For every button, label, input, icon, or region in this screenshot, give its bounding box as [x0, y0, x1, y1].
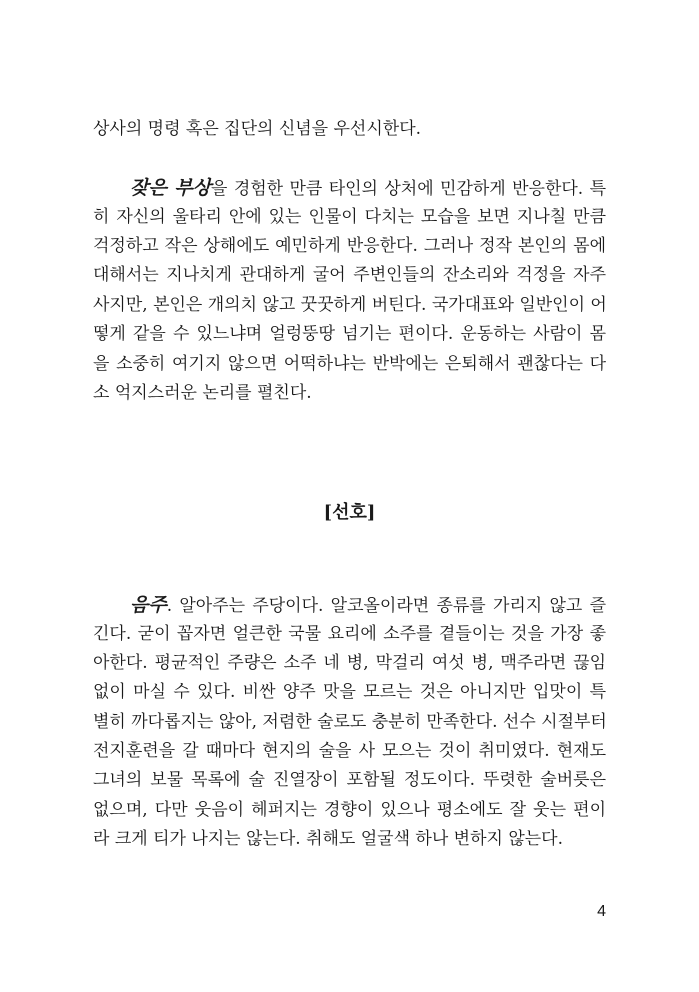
paragraph-3-line-3: 아한다. 평균적인 주량은 소주 네 병, 막걸리 여섯 병, 맥주라면 끊임	[93, 653, 606, 673]
paragraph-2-line-1	[130, 177, 606, 200]
paragraph-3-line-8: 없으며, 다만 웃음이 헤퍼지는 경향이 있으나 평소에도 잘 웃는 편이	[93, 800, 606, 820]
paragraph-2-line-8: 소 억지스러운 논리를 펼친다.	[93, 383, 312, 403]
paragraph-2-line-3: 걱정하고 작은 상해에도 예민하게 반응한다. 그러나 정작 본인의 몸에	[93, 236, 606, 256]
paragraph-3-line-7: 그녀의 보물 목록에 술 진열장이 포함될 정도이다. 뚜렷한 술버릇은	[93, 770, 606, 790]
paragraph-3-lead: 음주	[130, 594, 167, 616]
paragraph-3-line-2: 긴다. 굳이 꼽자면 얼큰한 국물 요리에 소주를 곁들이는 것을 가장 좋	[93, 624, 606, 644]
paragraph-3-line-1-text: . 알아주는 주당이다. 알코올이라면 종류를 가리지 않고 즐	[166, 596, 606, 616]
paragraph-3-line-9: 라 크게 티가 나지는 않는다. 취해도 얼굴색 하나 변하지 않는다.	[93, 829, 563, 849]
paragraph-3-line-5: 별히 까다롭지는 않아, 저렴한 술로도 충분히 만족한다. 선수 시절부터	[93, 712, 607, 732]
paragraph-3-line-1	[130, 594, 606, 617]
paragraph-3-line-6: 전지훈련을 갈 때마다 현지의 술을 사 모으는 것이 취미였다. 현재도	[93, 741, 606, 761]
page-number: 4	[597, 903, 606, 920]
paragraph-3-line-4: 없이 마실 수 있다. 비싼 양주 맛을 모르는 것은 아니지만 입맛이 특	[93, 682, 606, 702]
section-heading: [선호]	[323, 502, 376, 523]
paragraph-2-line-2: 히 자신의 울타리 안에 있는 인물이 다치는 모습을 보면 지나칠 만큼	[93, 207, 606, 227]
paragraph-2-line-4: 대해서는 지나치게 관대하게 굴어 주변인들의 잔소리와 걱정을 자주	[93, 265, 606, 285]
paragraph-2-line-6: 떻게 같을 수 있느냐며 얼렁뚱땅 넘기는 편이다. 운동하는 사람이 몸	[93, 324, 606, 344]
paragraph-2-line-5: 사지만, 본인은 개의치 않고 꿋꿋하게 버틴다. 국가대표와 일반인이 어	[93, 295, 607, 315]
paragraph-2-lead: 잦은 부상	[130, 177, 212, 199]
paragraph-2-line-1-text: 을 경험한 만큼 타인의 상처에 민감하게 반응한다. 특	[211, 179, 606, 199]
paragraph-1-line-1: 상사의 명령 혹은 집단의 신념을 우선시한다.	[93, 119, 422, 139]
paragraph-2-line-7: 을 소중히 여기지 않으면 어떡하냐는 반박에는 은퇴해서 괜찮다는 다	[93, 354, 606, 374]
